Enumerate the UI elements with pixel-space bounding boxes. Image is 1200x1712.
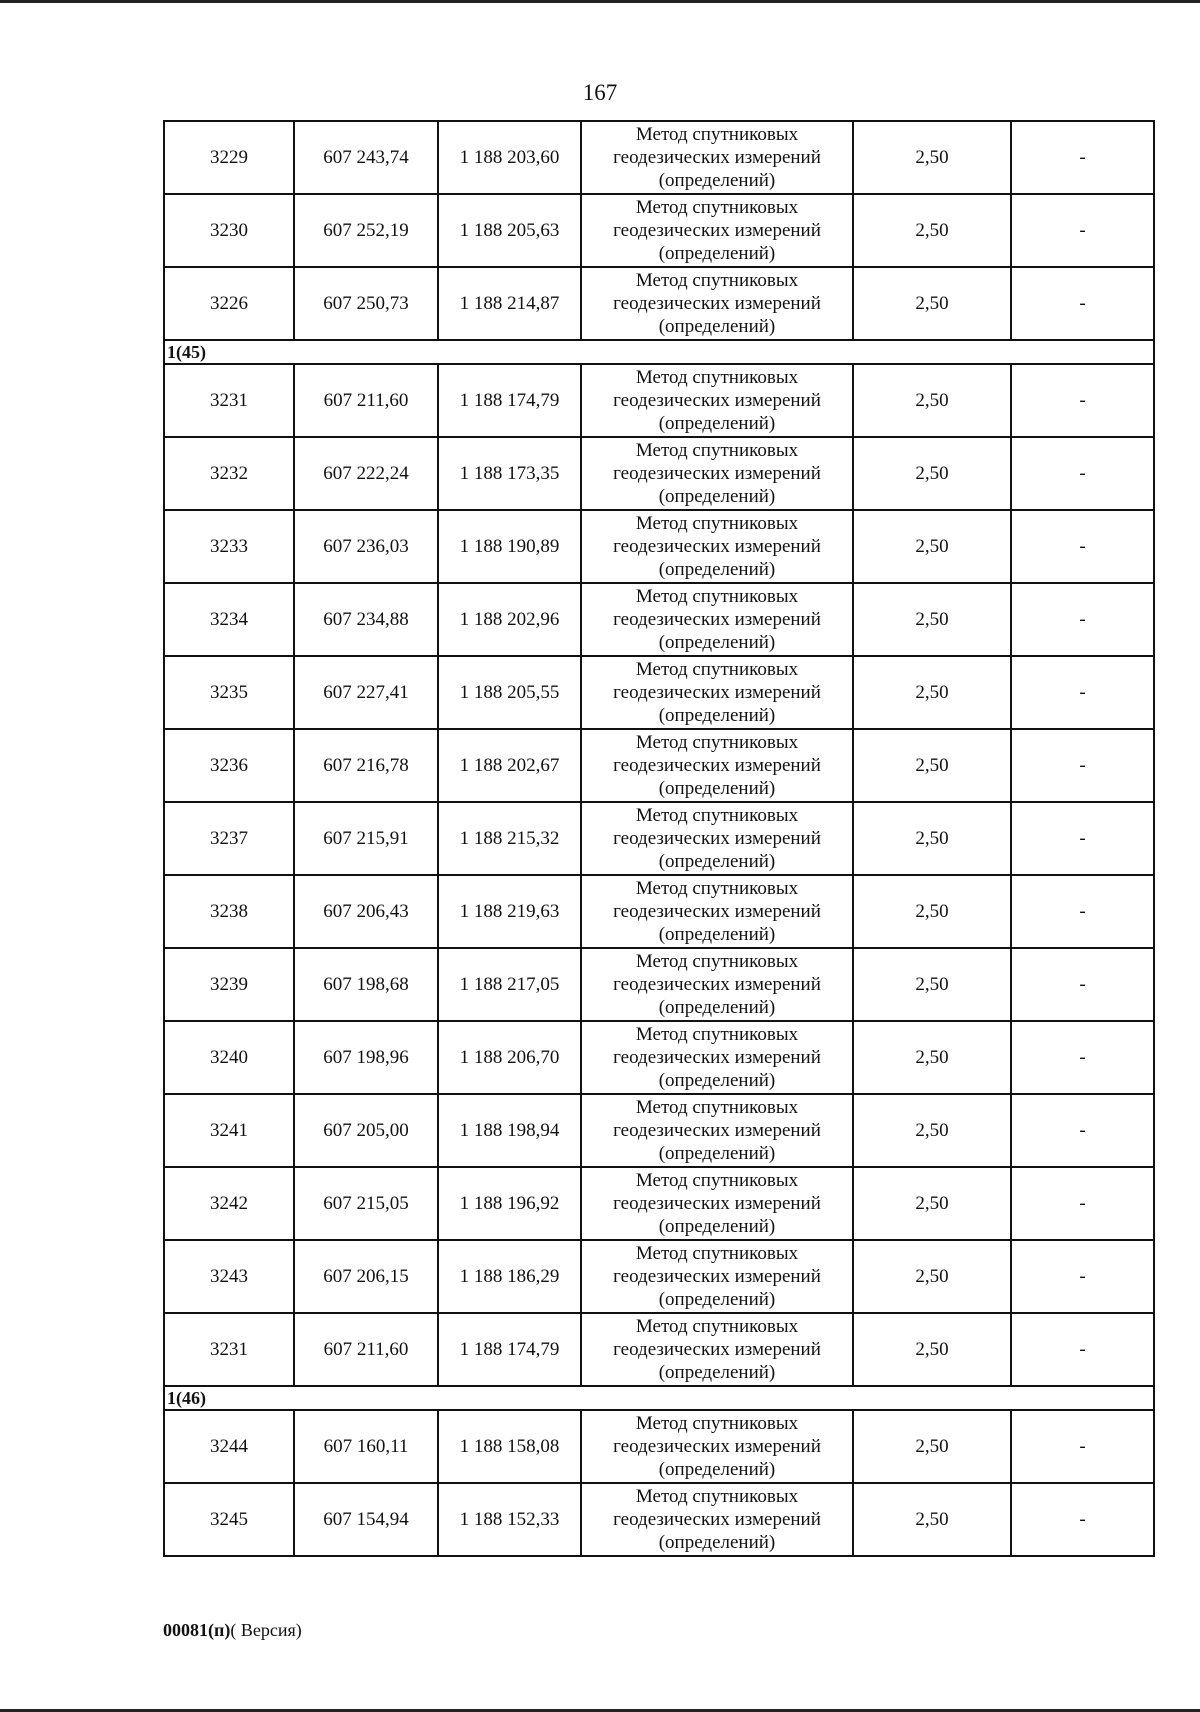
table-row xyxy=(164,802,1154,875)
y-coordinate-cell: 1 188 215,32 xyxy=(438,802,581,875)
method-cell xyxy=(581,1167,853,1240)
method-cell xyxy=(581,267,853,340)
x-coordinate-cell: 607 198,68 xyxy=(294,948,438,1021)
method-cell xyxy=(581,194,853,267)
x-coordinate-cell: 607 154,94 xyxy=(294,1483,438,1556)
method-text-line: Метод спутниковых xyxy=(635,440,799,461)
note-cell: - xyxy=(1011,510,1154,583)
method-text-line: Метод спутниковых xyxy=(635,1097,799,1118)
note-cell: - xyxy=(1011,1313,1154,1386)
section-header-row xyxy=(164,340,1154,364)
method-cell xyxy=(581,875,853,948)
point-id-cell: 3242 xyxy=(164,1167,294,1240)
accuracy-cell: 2,50 xyxy=(853,194,1011,267)
method-text-line: (определений) xyxy=(658,1362,776,1383)
point-id-cell: 3237 xyxy=(164,802,294,875)
accuracy-cell: 2,50 xyxy=(853,121,1011,194)
table-row xyxy=(164,875,1154,948)
method-text-line: Метод спутниковых xyxy=(635,659,799,680)
method-text-line: (определений) xyxy=(658,997,776,1018)
section-header-row xyxy=(164,1386,1154,1410)
x-coordinate-cell: 607 236,03 xyxy=(294,510,438,583)
coordinates-table xyxy=(163,120,1155,1557)
note-cell: - xyxy=(1011,1410,1154,1483)
accuracy-cell: 2,50 xyxy=(853,364,1011,437)
method-cell xyxy=(581,729,853,802)
point-id-cell: 3245 xyxy=(164,1483,294,1556)
method-cell xyxy=(581,364,853,437)
coordinates-table-body xyxy=(164,121,1154,1556)
point-id-cell: 3243 xyxy=(164,1240,294,1313)
method-text-line: геодезических измерений xyxy=(613,390,821,411)
accuracy-cell: 2,50 xyxy=(853,510,1011,583)
method-cell xyxy=(581,1483,853,1556)
table-row xyxy=(164,1410,1154,1483)
method-cell xyxy=(581,948,853,1021)
method-cell xyxy=(581,1094,853,1167)
method-text-line: геодезических измерений xyxy=(613,1120,821,1141)
point-id-cell: 3239 xyxy=(164,948,294,1021)
note-cell: - xyxy=(1011,194,1154,267)
accuracy-cell: 2,50 xyxy=(853,1094,1011,1167)
accuracy-cell: 2,50 xyxy=(853,1313,1011,1386)
table-row xyxy=(164,948,1154,1021)
note-cell: - xyxy=(1011,948,1154,1021)
note-cell: - xyxy=(1011,364,1154,437)
x-coordinate-cell: 607 243,74 xyxy=(294,121,438,194)
method-text-line: геодезических измерений xyxy=(613,1339,821,1360)
table-row xyxy=(164,121,1154,194)
point-id-cell: 3226 xyxy=(164,267,294,340)
table-row xyxy=(164,1094,1154,1167)
note-cell: - xyxy=(1011,121,1154,194)
accuracy-cell: 2,50 xyxy=(853,729,1011,802)
accuracy-cell: 2,50 xyxy=(853,1483,1011,1556)
document-footer xyxy=(163,1620,302,1641)
method-text-line: (определений) xyxy=(658,1289,776,1310)
note-cell: - xyxy=(1011,1483,1154,1556)
y-coordinate-cell: 1 188 202,96 xyxy=(438,583,581,656)
method-text-line: (определений) xyxy=(658,170,776,191)
document-version: ( Версия) xyxy=(230,1620,302,1640)
method-text-line: (определений) xyxy=(658,1532,776,1553)
x-coordinate-cell: 607 198,96 xyxy=(294,1021,438,1094)
method-text-line: Метод спутниковых xyxy=(635,1243,799,1264)
y-coordinate-cell: 1 188 202,67 xyxy=(438,729,581,802)
method-text-line: (определений) xyxy=(658,924,776,945)
method-cell xyxy=(581,1240,853,1313)
method-text-line: геодезических измерений xyxy=(613,974,821,995)
note-cell: - xyxy=(1011,1021,1154,1094)
page-number: 167 xyxy=(582,80,618,105)
x-coordinate-cell: 607 250,73 xyxy=(294,267,438,340)
point-id-cell: 3244 xyxy=(164,1410,294,1483)
method-text-line: (определений) xyxy=(658,486,776,507)
method-text-line: геодезических измерений xyxy=(613,220,821,241)
point-id-cell: 3230 xyxy=(164,194,294,267)
y-coordinate-cell: 1 188 173,35 xyxy=(438,437,581,510)
y-coordinate-cell: 1 188 158,08 xyxy=(438,1410,581,1483)
accuracy-cell: 2,50 xyxy=(853,267,1011,340)
y-coordinate-cell: 1 188 198,94 xyxy=(438,1094,581,1167)
method-text-line: Метод спутниковых xyxy=(635,367,799,388)
point-id-cell: 3231 xyxy=(164,1313,294,1386)
y-coordinate-cell: 1 188 217,05 xyxy=(438,948,581,1021)
x-coordinate-cell: 607 216,78 xyxy=(294,729,438,802)
method-text-line: Метод спутниковых xyxy=(635,513,799,534)
table-row xyxy=(164,1240,1154,1313)
point-id-cell: 3233 xyxy=(164,510,294,583)
method-text-line: Метод спутниковых xyxy=(635,1170,799,1191)
method-text-line: Метод спутниковых xyxy=(635,805,799,826)
y-coordinate-cell: 1 188 152,33 xyxy=(438,1483,581,1556)
method-text-line: (определений) xyxy=(658,413,776,434)
method-text-line: Метод спутниковых xyxy=(635,951,799,972)
point-id-cell: 3232 xyxy=(164,437,294,510)
method-cell xyxy=(581,656,853,729)
method-text-line: Метод спутниковых xyxy=(635,1316,799,1337)
method-cell xyxy=(581,1021,853,1094)
table-row xyxy=(164,583,1154,656)
x-coordinate-cell: 607 215,91 xyxy=(294,802,438,875)
method-text-line: Метод спутниковых xyxy=(635,197,799,218)
method-text-line: (определений) xyxy=(658,243,776,264)
accuracy-cell: 2,50 xyxy=(853,802,1011,875)
note-cell: - xyxy=(1011,437,1154,510)
x-coordinate-cell: 607 252,19 xyxy=(294,194,438,267)
method-text-line: (определений) xyxy=(658,1143,776,1164)
table-row xyxy=(164,267,1154,340)
table-row xyxy=(164,364,1154,437)
accuracy-cell: 2,50 xyxy=(853,1240,1011,1313)
table-row xyxy=(164,729,1154,802)
table-row xyxy=(164,194,1154,267)
accuracy-cell: 2,50 xyxy=(853,948,1011,1021)
accuracy-cell: 2,50 xyxy=(853,1410,1011,1483)
method-cell xyxy=(581,1410,853,1483)
point-id-cell: 3238 xyxy=(164,875,294,948)
section-label: 1(46) xyxy=(164,1386,1154,1410)
method-text-line: (определений) xyxy=(658,316,776,337)
method-text-line: геодезических измерений xyxy=(613,682,821,703)
accuracy-cell: 2,50 xyxy=(853,656,1011,729)
accuracy-cell: 2,50 xyxy=(853,437,1011,510)
note-cell: - xyxy=(1011,729,1154,802)
method-text-line: Метод спутниковых xyxy=(635,1024,799,1045)
table-row xyxy=(164,1483,1154,1556)
table-row xyxy=(164,510,1154,583)
method-cell xyxy=(581,583,853,656)
note-cell: - xyxy=(1011,267,1154,340)
y-coordinate-cell: 1 188 219,63 xyxy=(438,875,581,948)
method-text-line: геодезических измерений xyxy=(613,463,821,484)
x-coordinate-cell: 607 227,41 xyxy=(294,656,438,729)
point-id-cell: 3235 xyxy=(164,656,294,729)
accuracy-cell: 2,50 xyxy=(853,1021,1011,1094)
point-id-cell: 3241 xyxy=(164,1094,294,1167)
x-coordinate-cell: 607 222,24 xyxy=(294,437,438,510)
y-coordinate-cell: 1 188 186,29 xyxy=(438,1240,581,1313)
method-text-line: Метод спутниковых xyxy=(635,124,799,145)
method-text-line: Метод спутниковых xyxy=(635,586,799,607)
method-text-line: Метод спутниковых xyxy=(635,1486,799,1507)
method-text-line: Метод спутниковых xyxy=(635,1413,799,1434)
y-coordinate-cell: 1 188 205,55 xyxy=(438,656,581,729)
point-id-cell: 3234 xyxy=(164,583,294,656)
method-cell xyxy=(581,1313,853,1386)
y-coordinate-cell: 1 188 206,70 xyxy=(438,1021,581,1094)
table-row xyxy=(164,1167,1154,1240)
x-coordinate-cell: 607 211,60 xyxy=(294,1313,438,1386)
method-text-line: геодезических измерений xyxy=(613,828,821,849)
method-text-line: геодезических измерений xyxy=(613,901,821,922)
method-text-line: Метод спутниковых xyxy=(635,270,799,291)
accuracy-cell: 2,50 xyxy=(853,583,1011,656)
table-row xyxy=(164,656,1154,729)
section-label: 1(45) xyxy=(164,340,1154,364)
method-cell xyxy=(581,121,853,194)
method-cell xyxy=(581,510,853,583)
method-text-line: Метод спутниковых xyxy=(635,878,799,899)
table-row xyxy=(164,1313,1154,1386)
method-text-line: геодезических измерений xyxy=(613,1047,821,1068)
method-text-line: геодезических измерений xyxy=(613,536,821,557)
document-code: 00081(п) xyxy=(163,1620,231,1640)
method-cell xyxy=(581,437,853,510)
note-cell: - xyxy=(1011,1240,1154,1313)
point-id-cell: 3231 xyxy=(164,364,294,437)
method-text-line: (определений) xyxy=(658,1216,776,1237)
table-row xyxy=(164,1021,1154,1094)
method-text-line: (определений) xyxy=(658,1459,776,1480)
note-cell: - xyxy=(1011,1167,1154,1240)
y-coordinate-cell: 1 188 203,60 xyxy=(438,121,581,194)
note-cell: - xyxy=(1011,802,1154,875)
y-coordinate-cell: 1 188 190,89 xyxy=(438,510,581,583)
method-text-line: (определений) xyxy=(658,632,776,653)
point-id-cell: 3240 xyxy=(164,1021,294,1094)
x-coordinate-cell: 607 206,15 xyxy=(294,1240,438,1313)
accuracy-cell: 2,50 xyxy=(853,875,1011,948)
method-text-line: (определений) xyxy=(658,1070,776,1091)
method-text-line: геодезических измерений xyxy=(613,147,821,168)
x-coordinate-cell: 607 205,00 xyxy=(294,1094,438,1167)
note-cell: - xyxy=(1011,1094,1154,1167)
method-text-line: (определений) xyxy=(658,851,776,872)
x-coordinate-cell: 607 215,05 xyxy=(294,1167,438,1240)
y-coordinate-cell: 1 188 196,92 xyxy=(438,1167,581,1240)
method-text-line: геодезических измерений xyxy=(613,1193,821,1214)
note-cell: - xyxy=(1011,875,1154,948)
method-cell xyxy=(581,802,853,875)
method-text-line: геодезических измерений xyxy=(613,1509,821,1530)
y-coordinate-cell: 1 188 174,79 xyxy=(438,364,581,437)
method-text-line: (определений) xyxy=(658,778,776,799)
method-text-line: (определений) xyxy=(658,705,776,726)
method-text-line: геодезических измерений xyxy=(613,293,821,314)
note-cell: - xyxy=(1011,656,1154,729)
x-coordinate-cell: 607 206,43 xyxy=(294,875,438,948)
y-coordinate-cell: 1 188 214,87 xyxy=(438,267,581,340)
point-id-cell: 3229 xyxy=(164,121,294,194)
accuracy-cell: 2,50 xyxy=(853,1167,1011,1240)
top-border-line xyxy=(0,0,1200,3)
method-text-line: геодезических измерений xyxy=(613,609,821,630)
note-cell: - xyxy=(1011,583,1154,656)
method-text-line: Метод спутниковых xyxy=(635,732,799,753)
point-id-cell: 3236 xyxy=(164,729,294,802)
method-text-line: геодезических измерений xyxy=(613,755,821,776)
method-text-line: (определений) xyxy=(658,559,776,580)
method-text-line: геодезических измерений xyxy=(613,1436,821,1457)
x-coordinate-cell: 607 211,60 xyxy=(294,364,438,437)
y-coordinate-cell: 1 188 174,79 xyxy=(438,1313,581,1386)
method-text-line: геодезических измерений xyxy=(613,1266,821,1287)
x-coordinate-cell: 607 234,88 xyxy=(294,583,438,656)
table-row xyxy=(164,437,1154,510)
y-coordinate-cell: 1 188 205,63 xyxy=(438,194,581,267)
x-coordinate-cell: 607 160,11 xyxy=(294,1410,438,1483)
